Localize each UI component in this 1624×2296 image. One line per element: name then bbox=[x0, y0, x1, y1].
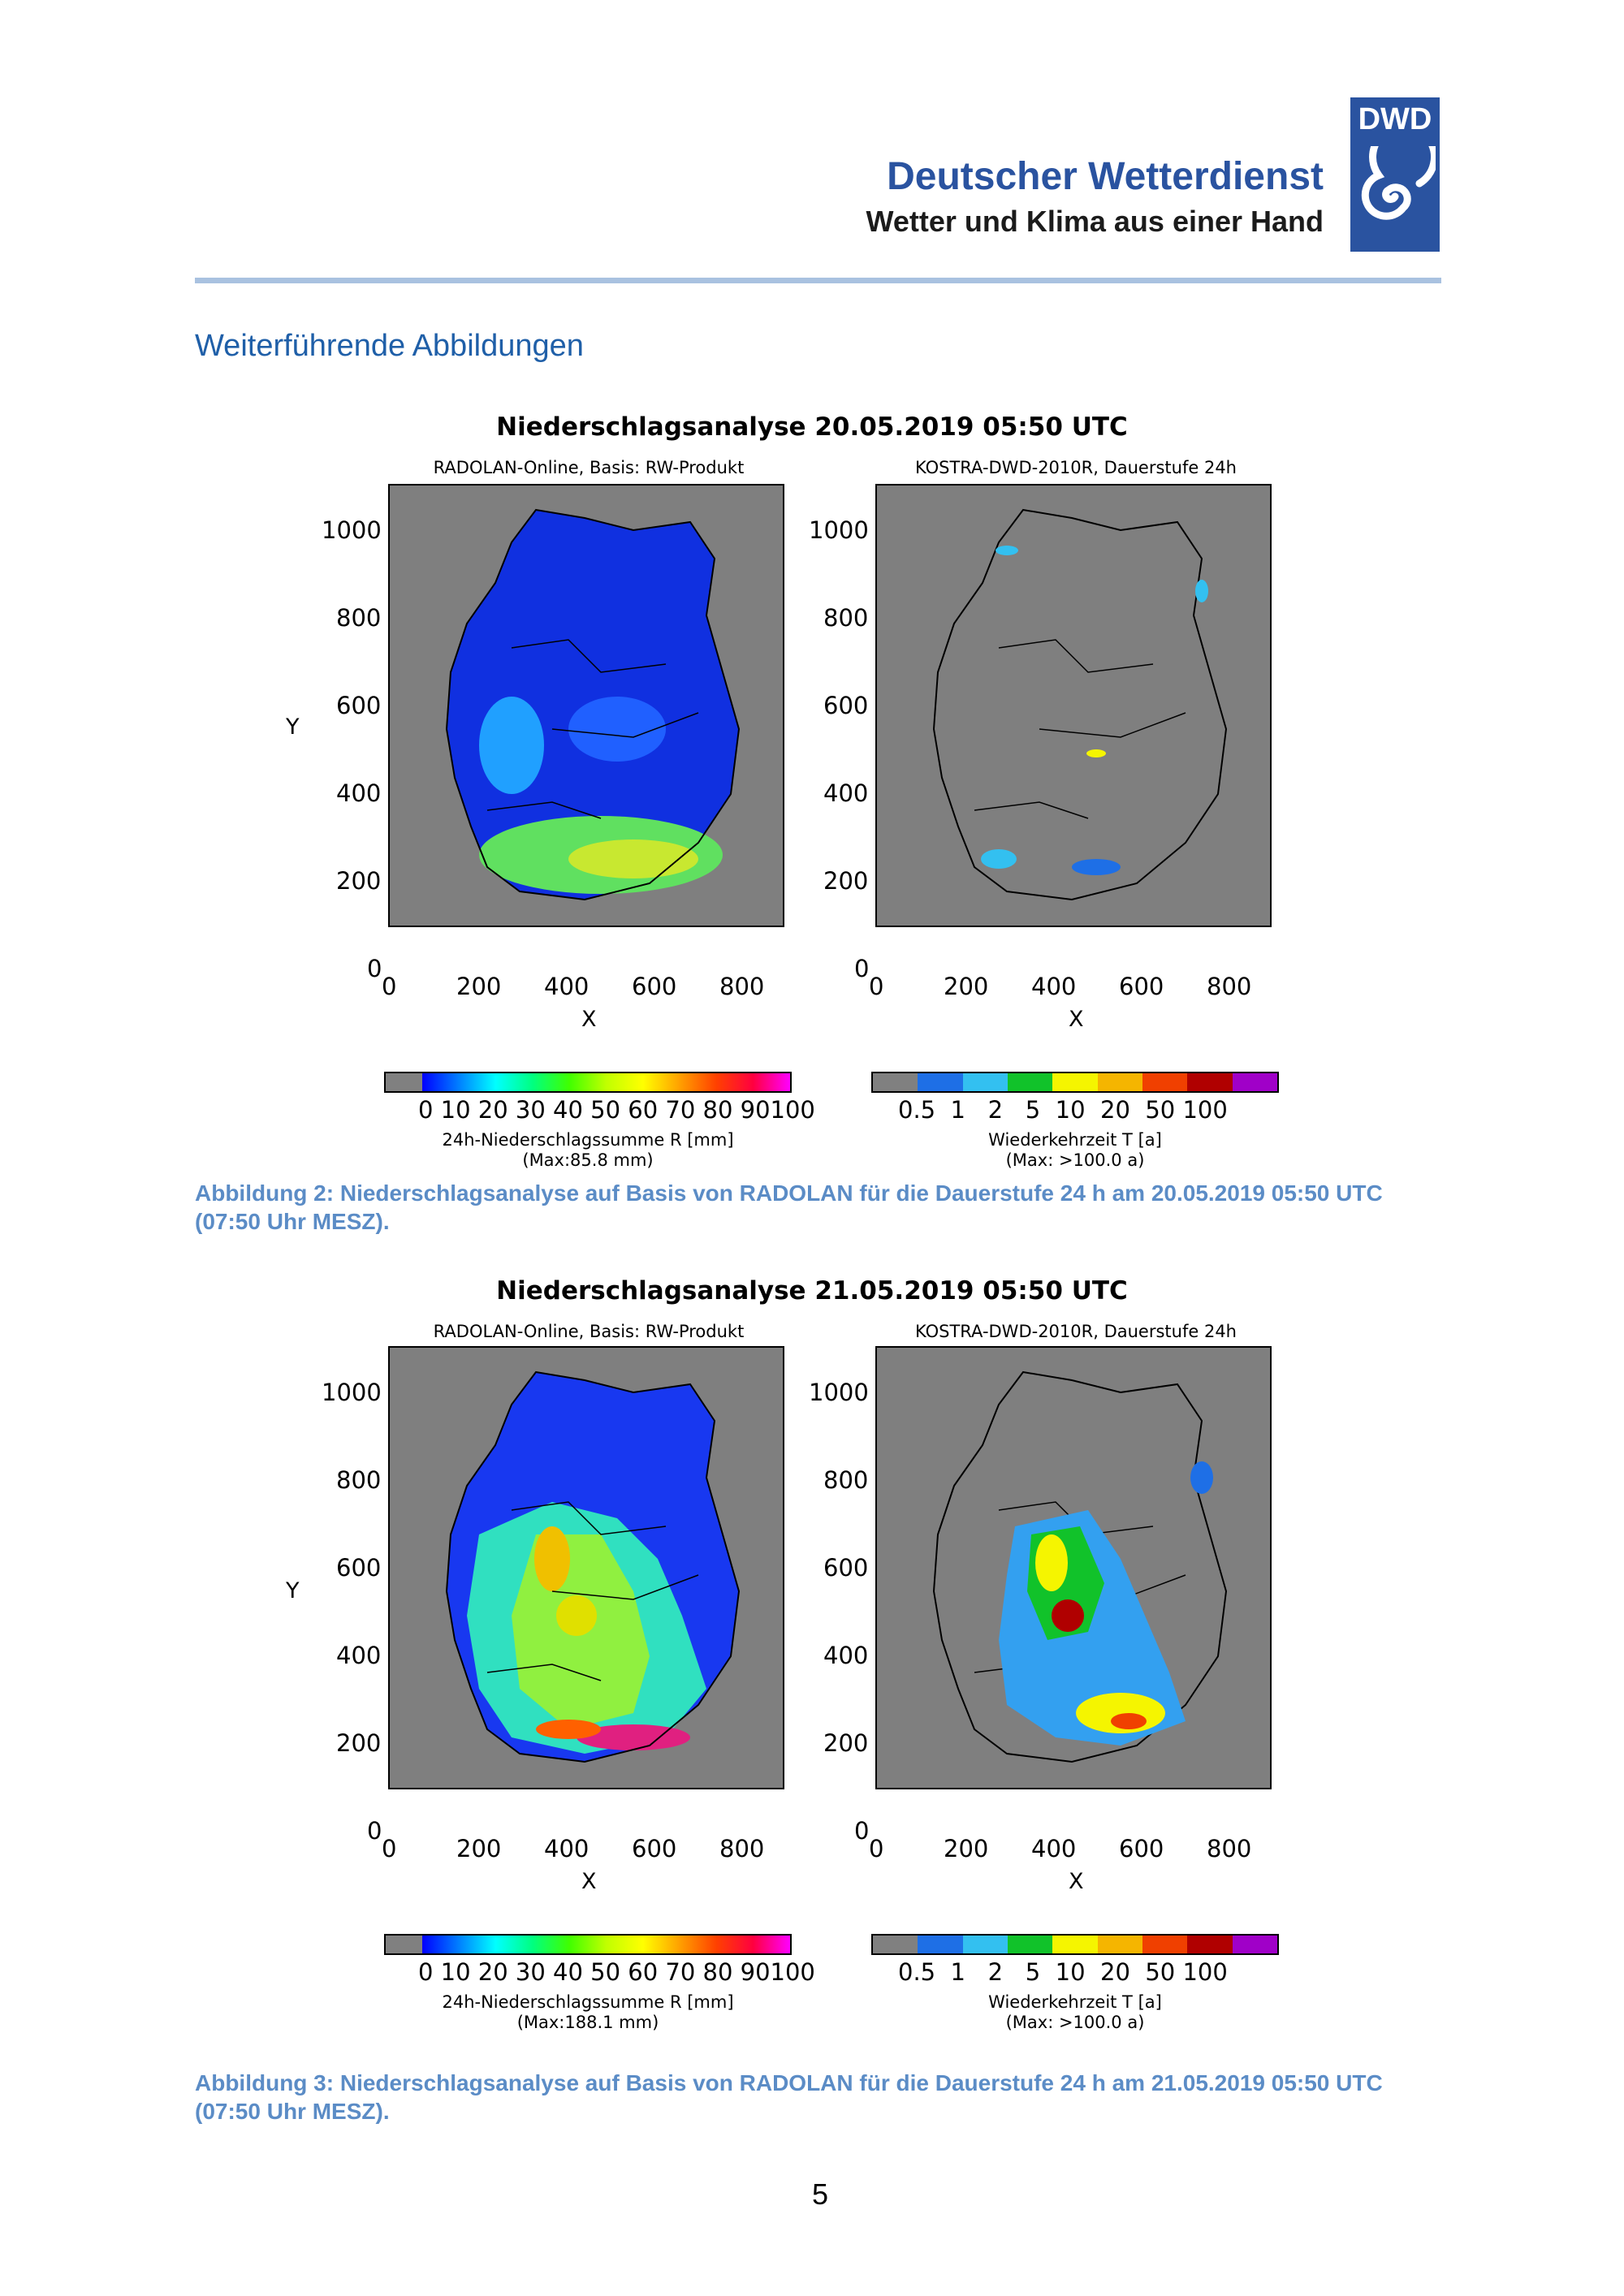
figure-1-rain-colorbar bbox=[384, 1072, 792, 1093]
figure-1-rain-colorbar-ticks: 0 10 20 30 40 50 60 70 80 90100 bbox=[418, 1096, 815, 1124]
figure-1-left-ytick: 400 bbox=[336, 779, 382, 807]
figure-1-return-colorbar-max: (Max: >100.0 a) bbox=[1005, 1150, 1145, 1170]
figure-2-left-ytick: 600 bbox=[336, 1554, 382, 1582]
figure-1-left-xtick: 600 bbox=[632, 973, 677, 1000]
figure-1-kostra-map bbox=[875, 484, 1272, 927]
figure-1-right-xtick: 200 bbox=[944, 973, 989, 1000]
figure-1-left-xtick: 200 bbox=[456, 973, 502, 1000]
figure-2-left-xlabel: X bbox=[581, 1869, 597, 1894]
header-subtitle: Wetter und Klima aus einer Hand bbox=[866, 205, 1324, 238]
figure-2-right-panel-title: KOSTRA-DWD-2010R, Dauerstufe 24h bbox=[914, 1322, 1237, 1341]
figure-2-right-ytick: 800 bbox=[823, 1466, 869, 1494]
figure-1-right-ytick: 1000 bbox=[809, 516, 869, 544]
figure-1-left-ytick: 800 bbox=[336, 604, 382, 632]
figure-2-left-ylabel: Y bbox=[286, 1578, 300, 1603]
figure-2-left-ytick: 1000 bbox=[322, 1379, 382, 1406]
figure-2-radolan-map bbox=[388, 1346, 784, 1789]
figure-1-rain-colorbar-label: 24h-Niederschlagssumme R [mm] bbox=[442, 1130, 734, 1150]
figure-2-return-colorbar-label: Wiederkehrzeit T [a] bbox=[988, 1992, 1162, 2012]
figure-2-left-xtick: 400 bbox=[544, 1835, 590, 1862]
figure-1-left-xtick: 800 bbox=[719, 973, 765, 1000]
figure-2-return-colorbar bbox=[871, 1934, 1279, 1955]
figure-1-left-panel-title: RADOLAN-Online, Basis: RW-Produkt bbox=[433, 458, 745, 477]
figure-1-left-ytick: 600 bbox=[336, 692, 382, 719]
figure-2-left-ytick: 800 bbox=[336, 1466, 382, 1494]
figure-2-kostra-map bbox=[875, 1346, 1272, 1789]
figure-1-right-xlabel: X bbox=[1069, 1007, 1084, 1032]
figure-1-right-ytick: 200 bbox=[823, 867, 869, 895]
figure-2-right-xtick: 400 bbox=[1031, 1835, 1077, 1862]
figure-1-right-xtick: 600 bbox=[1119, 973, 1164, 1000]
figure-1-title: Niederschlagsanalyse 20.05.2019 05:50 UTC bbox=[496, 412, 1128, 442]
figure-2-left-panel-title: RADOLAN-Online, Basis: RW-Produkt bbox=[433, 1322, 745, 1341]
figure-1-radolan-map bbox=[388, 484, 784, 927]
page-number: 5 bbox=[811, 2177, 829, 2211]
figure-2-rain-colorbar bbox=[384, 1934, 792, 1955]
figure-2-right-xtick: 200 bbox=[944, 1835, 989, 1862]
figure-2-left-xtick: 600 bbox=[632, 1835, 677, 1862]
figure-2-right-xlabel: X bbox=[1069, 1869, 1084, 1894]
logo-text: DWD bbox=[1358, 102, 1432, 136]
figure-1-right-xtick: 0 bbox=[869, 973, 884, 1000]
figure-2-right-xtick: 0 bbox=[869, 1835, 884, 1862]
figure-1-return-colorbar-ticks: 0.5 1 2 5 10 20 50 100 bbox=[898, 1096, 1228, 1124]
figure-2-left-xtick: 800 bbox=[719, 1835, 765, 1862]
figure-1-left-xtick: 400 bbox=[544, 973, 590, 1000]
section-heading: Weiterführende Abbildungen bbox=[195, 329, 584, 363]
figure-1-left-ylabel: Y bbox=[286, 714, 300, 740]
spiral-icon bbox=[1354, 146, 1436, 244]
figure-2-right-xtick: 800 bbox=[1207, 1835, 1252, 1862]
header-rule bbox=[195, 278, 1441, 283]
figure-1-return-colorbar-label: Wiederkehrzeit T [a] bbox=[988, 1130, 1162, 1150]
figure-2-right-ytick: 600 bbox=[823, 1554, 869, 1582]
figure-1-right-ytick: 400 bbox=[823, 779, 869, 807]
figure-1-right-ytick: 600 bbox=[823, 692, 869, 719]
figure-2-caption: Abbildung 3: Niederschlagsanalyse auf Basis von RADOLAN für die Dauerstufe 24 h am 21.05.2019 05:50 UTC (07:50 Uhr MESZ). bbox=[195, 2070, 1383, 2124]
figure-1-rain-colorbar-max: (Max:85.8 mm) bbox=[522, 1150, 654, 1170]
figure-2-right-xtick: 600 bbox=[1119, 1835, 1164, 1862]
figure-1-left-ytick: 1000 bbox=[322, 516, 382, 544]
figure-2-rain-colorbar-ticks: 0 10 20 30 40 50 60 70 80 90100 bbox=[418, 1958, 815, 1986]
figure-2-rain-colorbar-label: 24h-Niederschlagssumme R [mm] bbox=[442, 1992, 734, 2012]
figure-2-title: Niederschlagsanalyse 21.05.2019 05:50 UTC bbox=[496, 1276, 1128, 1306]
figure-2-left-ytick: 200 bbox=[336, 1729, 382, 1757]
figure-1-left-ytick: 0 bbox=[367, 955, 382, 982]
figure-2-right-ytick: 1000 bbox=[809, 1379, 869, 1406]
figure-1-right-ytick: 800 bbox=[823, 604, 869, 632]
figure-2-return-colorbar-max: (Max: >100.0 a) bbox=[1005, 2013, 1145, 2032]
figure-1-left-xtick: 0 bbox=[382, 973, 397, 1000]
dwd-logo bbox=[1350, 97, 1440, 252]
figure-1-right-ytick: 0 bbox=[854, 955, 870, 982]
figure-1-left-xlabel: X bbox=[581, 1007, 597, 1032]
figure-2-left-xtick: 0 bbox=[382, 1835, 397, 1862]
figure-2-left-ytick: 400 bbox=[336, 1642, 382, 1669]
figure-1-left-ytick: 200 bbox=[336, 867, 382, 895]
figure-1-return-colorbar bbox=[871, 1072, 1279, 1093]
figure-2-rain-colorbar-max: (Max:188.1 mm) bbox=[516, 2013, 659, 2032]
figure-1-right-xtick: 400 bbox=[1031, 973, 1077, 1000]
figure-1-caption: Abbildung 2: Niederschlagsanalyse auf Basis von RADOLAN für die Dauerstufe 24 h am 20.05.2019 05:50 UTC (07:50 Uhr MESZ). bbox=[195, 1180, 1383, 1234]
figure-2-right-ytick: 200 bbox=[823, 1729, 869, 1757]
header-title: Deutscher Wetterdienst bbox=[887, 155, 1324, 198]
figure-1-right-xtick: 800 bbox=[1207, 973, 1252, 1000]
figure-2-right-ytick: 0 bbox=[854, 1817, 870, 1845]
figure-1-right-panel-title: KOSTRA-DWD-2010R, Dauerstufe 24h bbox=[914, 458, 1237, 477]
figure-2-left-xtick: 200 bbox=[456, 1835, 502, 1862]
figure-2-return-colorbar-ticks: 0.5 1 2 5 10 20 50 100 bbox=[898, 1958, 1228, 1986]
figure-2-left-ytick: 0 bbox=[367, 1817, 382, 1845]
figure-2-right-ytick: 400 bbox=[823, 1642, 869, 1669]
